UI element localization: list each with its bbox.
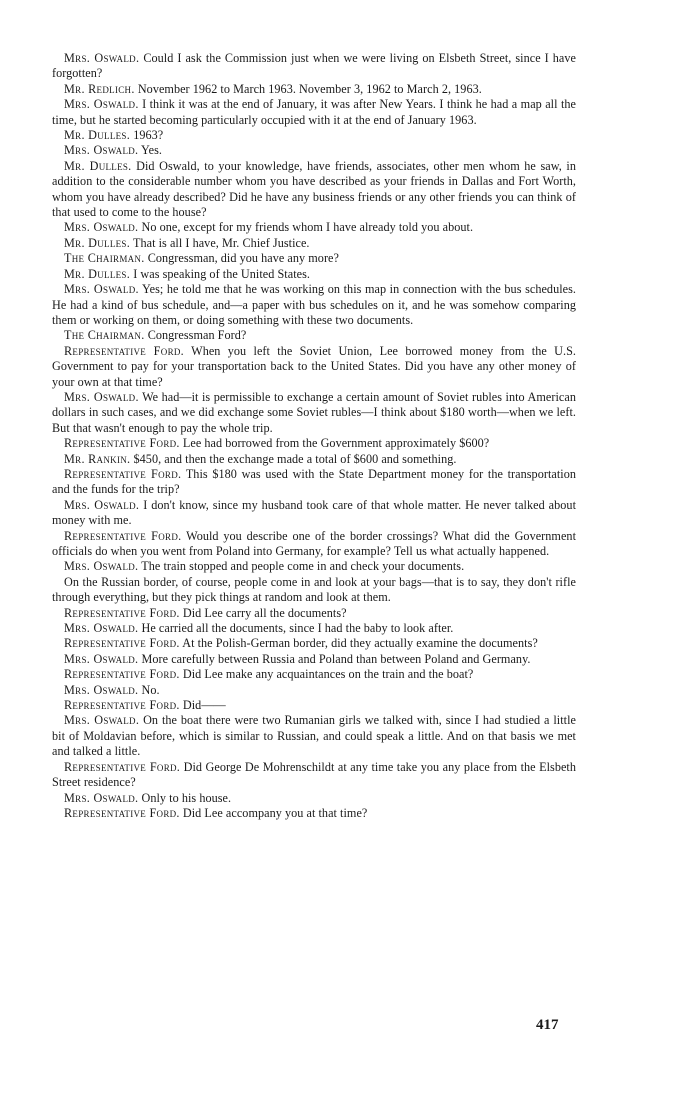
testimony-text: I was speaking of the United States. bbox=[133, 266, 310, 281]
speaker-name: Mr. Rankin. bbox=[64, 451, 131, 466]
speaker-name: The Chairman. bbox=[64, 328, 145, 343]
speaker-name: Representative Ford. bbox=[64, 805, 180, 820]
testimony-paragraph bbox=[52, 282, 576, 328]
testimony-text: More carefully between Russia and Poland than between Poland and Germany. bbox=[141, 651, 531, 666]
testimony-paragraph bbox=[52, 467, 576, 498]
testimony-paragraph bbox=[52, 236, 576, 251]
speaker-name: Mr. Dulles. bbox=[64, 235, 131, 250]
testimony-text: Would you describe one of the border crossings? What did the Government officials do when you went from Poland into Germany, for example? Tell us what actually happened. bbox=[52, 528, 577, 558]
testimony-text: No. bbox=[141, 682, 160, 697]
testimony-paragraph bbox=[52, 791, 576, 806]
speaker-name: Mrs. Oswald. bbox=[64, 389, 139, 404]
testimony-paragraph bbox=[52, 529, 576, 560]
testimony-text: The train stopped and people come in and check your documents. bbox=[141, 559, 465, 574]
speaker-name: Mrs. Oswald. bbox=[64, 651, 139, 666]
testimony-text: $450, and then the exchange made a total of $600 and something. bbox=[133, 451, 457, 466]
speaker-name: Mrs. Oswald. bbox=[64, 497, 140, 512]
testimony-paragraph bbox=[52, 97, 576, 128]
testimony-text: This $180 was used with the State Department money for the transportation and the funds for the trip? bbox=[52, 466, 576, 497]
testimony-paragraph bbox=[52, 220, 576, 235]
testimony-paragraph bbox=[52, 82, 576, 97]
testimony-text: Congressman Ford? bbox=[147, 328, 247, 343]
testimony-paragraph bbox=[52, 713, 576, 759]
speaker-name: Mrs. Oswald. bbox=[64, 97, 139, 112]
testimony-text: Only to his house. bbox=[141, 790, 232, 805]
page-number: 417 bbox=[536, 1017, 559, 1033]
testimony-text: Yes. bbox=[141, 143, 163, 158]
testimony-paragraph bbox=[52, 698, 576, 713]
speaker-name: Mrs. Oswald. bbox=[64, 713, 140, 728]
testimony-text: On the boat there were two Rumanian girls we talked with, since I had studied a little bit of Moldavian before, which is similar to Russian, and could speak a little. And on that basis we met and talked a little. bbox=[52, 713, 576, 759]
speaker-name: Representative Ford. bbox=[64, 636, 180, 651]
testimony-paragraph bbox=[52, 498, 576, 529]
testimony-paragraph bbox=[52, 559, 576, 574]
testimony-text: November 1962 to March 1963. November 3, 1962 to March 2, 1963. bbox=[137, 81, 482, 96]
speaker-name: Mr. Dulles. bbox=[64, 266, 131, 281]
testimony-paragraph bbox=[52, 606, 576, 621]
transcript-page bbox=[52, 51, 576, 821]
testimony-text: We had—it is permissible to exchange a certain amount of Soviet rubles into American dollars in such cases, and we did exchange some Soviet rubles—I think about $180 worth—when we left. But that wasn't enough to pay the whole trip. bbox=[52, 389, 576, 435]
testimony-text: He carried all the documents, since I had the baby to look after. bbox=[141, 621, 454, 636]
testimony-text: Did Lee make any acquaintances on the train and the boat? bbox=[182, 667, 474, 682]
testimony-paragraph bbox=[52, 667, 576, 682]
testimony-paragraph bbox=[52, 452, 576, 467]
testimony-text: Did Lee accompany you at that time? bbox=[182, 805, 368, 820]
testimony-text: Yes; he told me that he was working on this map in connection with the bus schedules. He had a kind of bus schedule, and—a paper with bus schedules on it, and he was somehow comparing them or working on them, or doing something with these two documents. bbox=[52, 282, 576, 327]
speaker-name: Representative Ford. bbox=[64, 698, 180, 713]
testimony-text: I don't know, since my husband took care of that whole matter. He never talked about money with me. bbox=[52, 497, 576, 528]
speaker-name: Representative Ford. bbox=[64, 343, 185, 358]
speaker-name: Mr. Dulles. bbox=[64, 128, 131, 143]
testimony-text: On the Russian border, of course, people come in and look at your bags—that is to say, they don't rifle through everything, but they pick things at random and look at them. bbox=[52, 574, 576, 605]
testimony-paragraph bbox=[52, 652, 576, 667]
testimony-paragraph bbox=[52, 575, 576, 606]
testimony-text: Did Oswald, to your knowledge, have friends, associates, other men whom he saw, in addition to the considerable number whom you have described as your friends in Dallas and Fort Worth, whom you have already described? Did he have any business friends or any other friends you can think of that used to come to the house? bbox=[52, 158, 576, 220]
speaker-name: Mrs. Oswald. bbox=[64, 51, 140, 65]
testimony-text: I think it was at the end of January, it was after New Years. I think he had a map all the time, but he started becoming particularly occupied with it at the end of January 1963. bbox=[52, 97, 576, 127]
testimony-text: Lee had borrowed from the Government approximately $600? bbox=[182, 436, 490, 451]
testimony-paragraph bbox=[52, 806, 576, 821]
testimony-text: Did—— bbox=[182, 698, 226, 713]
testimony-text: That is all I have, Mr. Chief Justice. bbox=[132, 235, 310, 250]
testimony-paragraph bbox=[52, 760, 576, 791]
speaker-name: Mr. Redlich. bbox=[64, 81, 135, 96]
testimony-text: At the Polish-German border, did they actually examine the documents? bbox=[182, 636, 538, 651]
speaker-name: Mrs. Oswald. bbox=[64, 559, 139, 574]
testimony-paragraph bbox=[52, 436, 576, 451]
speaker-name: Mrs. Oswald. bbox=[64, 143, 139, 158]
testimony-text: Did Lee carry all the documents? bbox=[182, 605, 347, 620]
speaker-name: Mrs. Oswald. bbox=[64, 621, 139, 636]
testimony-paragraph bbox=[52, 344, 576, 390]
speaker-name: Mr. Dulles. bbox=[64, 158, 132, 173]
speaker-name: Mrs. Oswald. bbox=[64, 282, 139, 297]
testimony-paragraph bbox=[52, 128, 576, 143]
testimony-paragraph bbox=[52, 636, 576, 651]
testimony-text: 1963? bbox=[133, 128, 164, 143]
testimony-paragraph bbox=[52, 621, 576, 636]
speaker-name: Representative Ford. bbox=[64, 436, 180, 451]
testimony-paragraph bbox=[52, 159, 576, 221]
testimony-text: No one, except for my friends whom I have already told you about. bbox=[141, 220, 474, 235]
speaker-name: Representative Ford. bbox=[64, 466, 182, 481]
testimony-text: Did George De Mohrenschildt at any time take you any place from the Elsbeth Street residence? bbox=[52, 759, 577, 790]
testimony-text: Congressman, did you have any more? bbox=[147, 251, 339, 266]
testimony-paragraph bbox=[52, 251, 576, 266]
speaker-name: Representative Ford. bbox=[64, 759, 181, 774]
speaker-name: Mrs. Oswald. bbox=[64, 790, 139, 805]
testimony-paragraph bbox=[52, 143, 576, 158]
testimony-text: Could I ask the Commission just when we were living on Elsbeth Street, since I have forgotten? bbox=[52, 51, 576, 81]
speaker-name: Representative Ford. bbox=[64, 528, 182, 543]
speaker-name: Mrs. Oswald. bbox=[64, 682, 139, 697]
testimony-paragraph bbox=[52, 51, 576, 82]
speaker-name: Mrs. Oswald. bbox=[64, 220, 139, 235]
testimony-paragraph bbox=[52, 328, 576, 343]
testimony-paragraph bbox=[52, 683, 576, 698]
speaker-name: Representative Ford. bbox=[64, 605, 180, 620]
testimony-paragraph bbox=[52, 267, 576, 282]
testimony-paragraph bbox=[52, 390, 576, 436]
testimony-text: When you left the Soviet Union, Lee borrowed money from the U.S. Government to pay for your transportation back to the United States. Did you have any other money of your own at that time? bbox=[52, 343, 576, 389]
speaker-name: The Chairman. bbox=[64, 251, 145, 266]
speaker-name: Representative Ford. bbox=[64, 667, 180, 682]
